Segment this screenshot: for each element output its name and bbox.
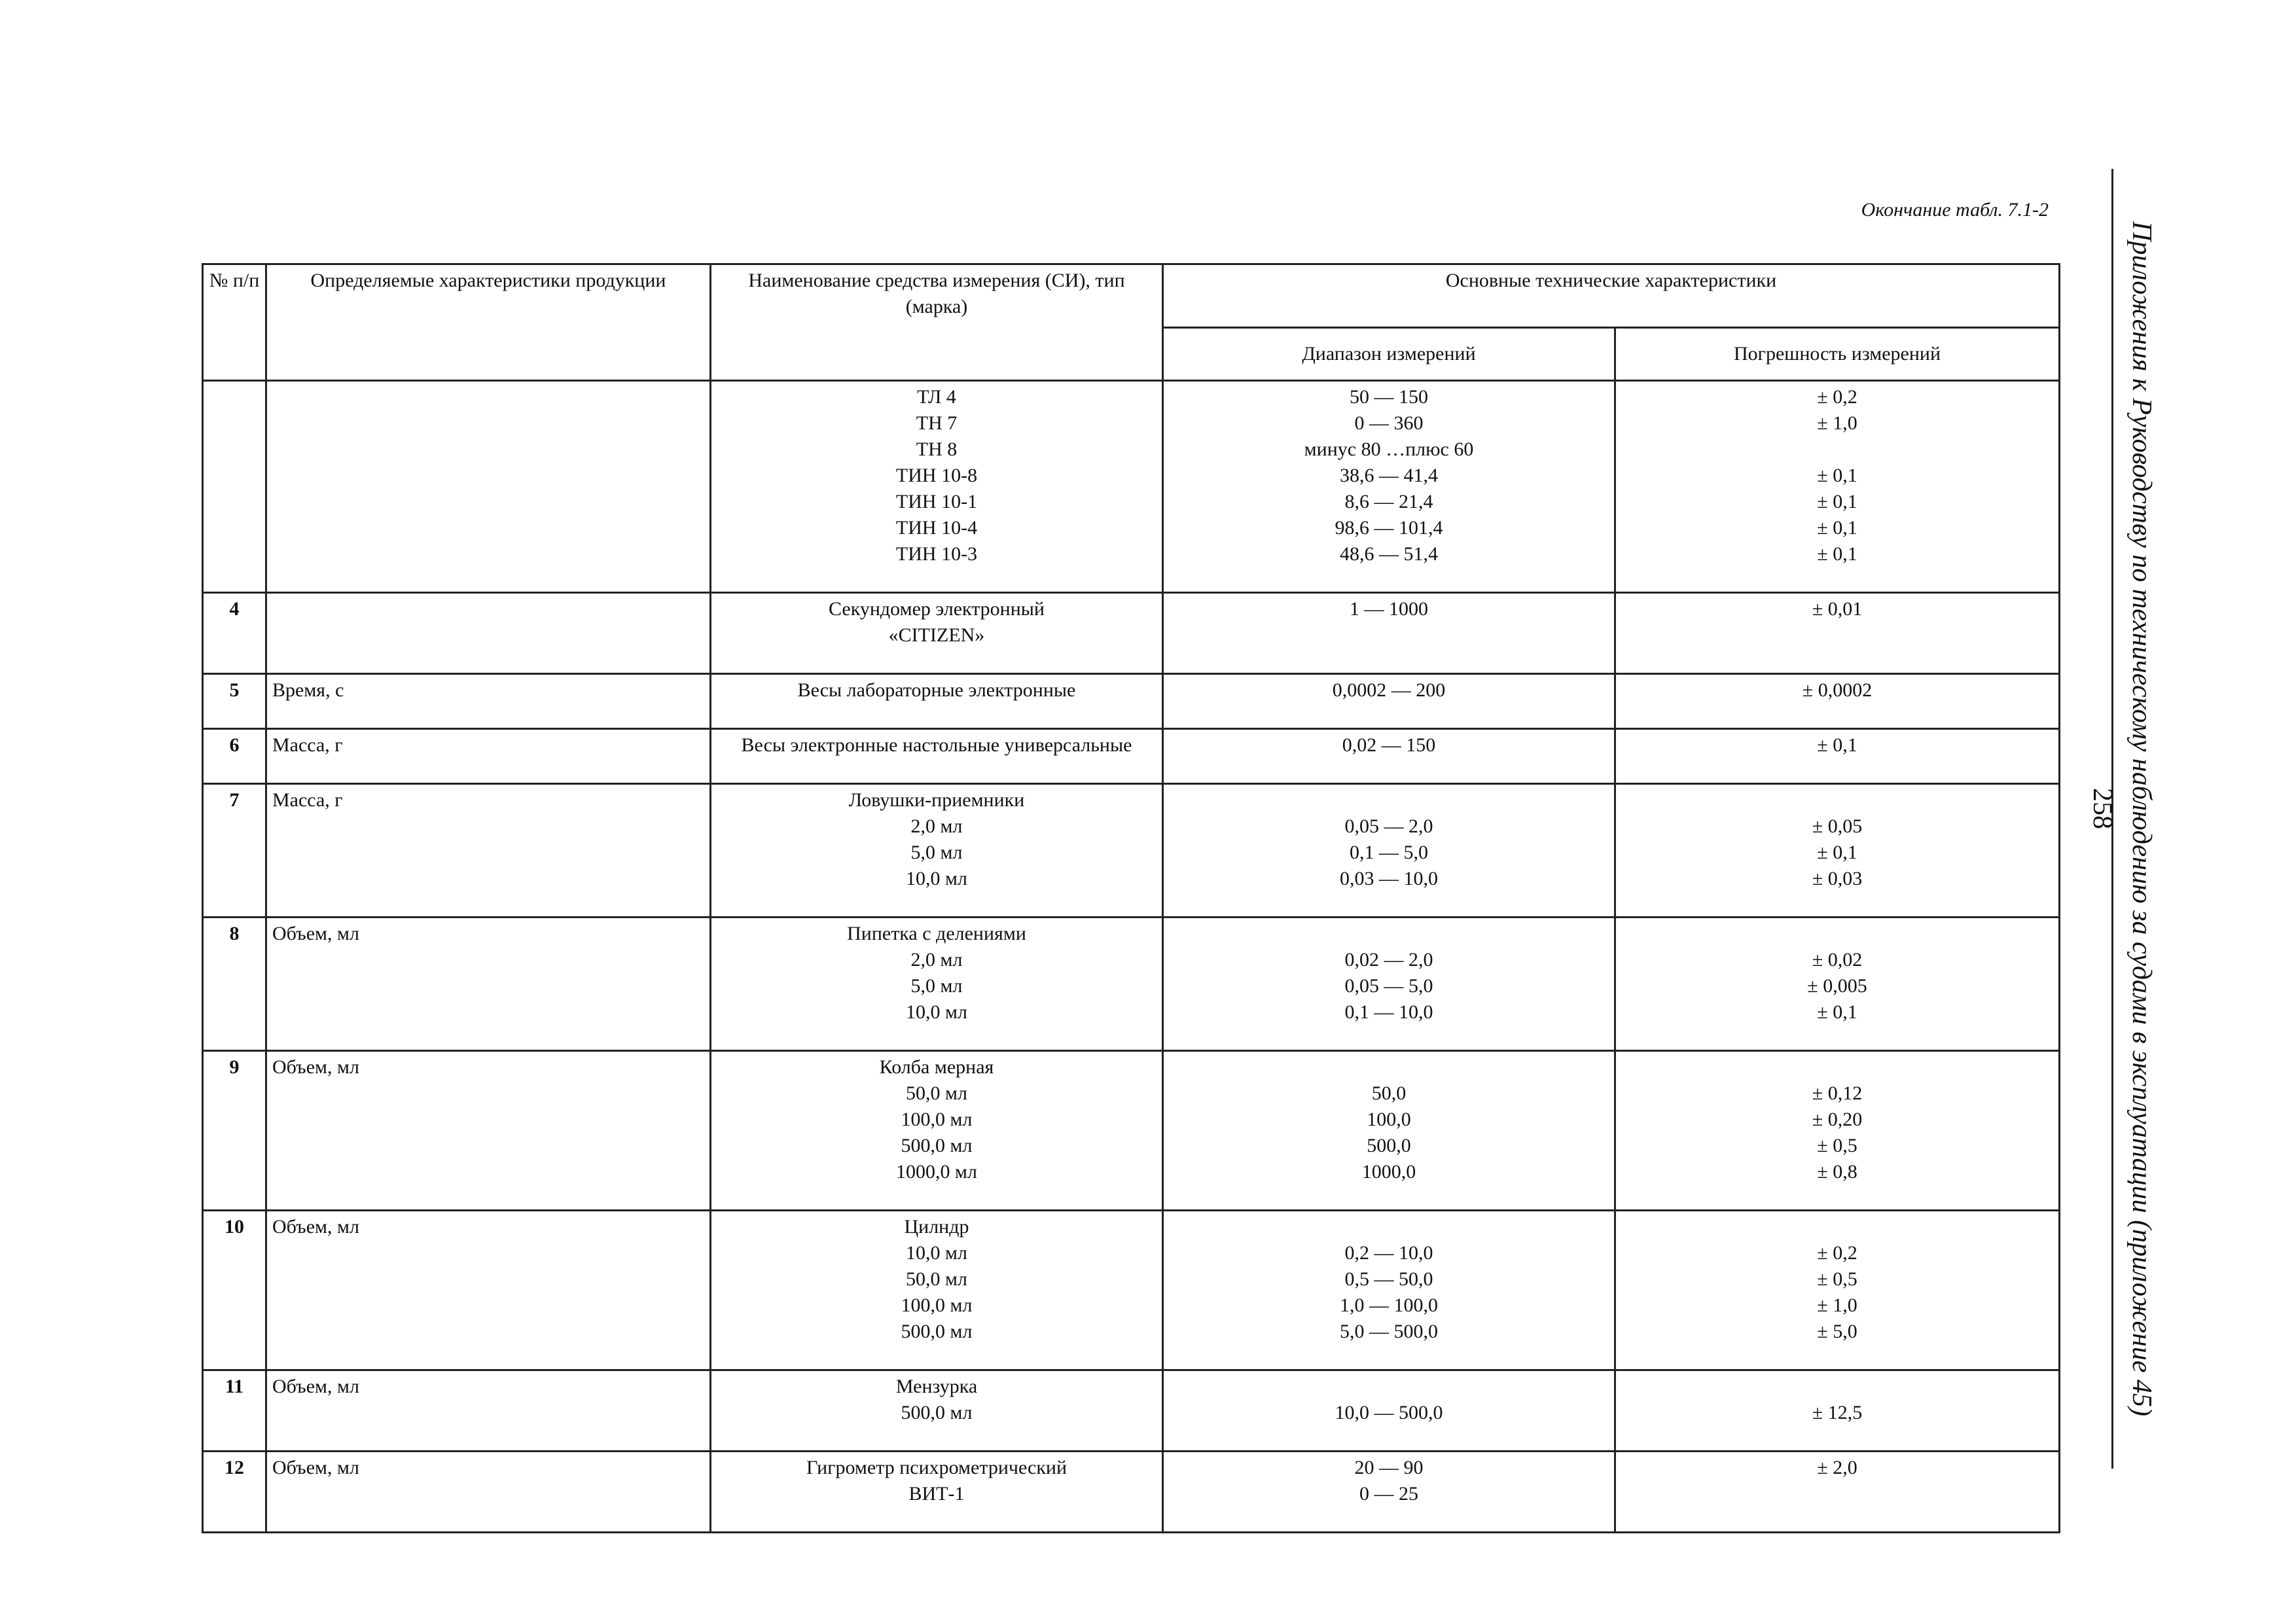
row-instrument-name-line: 10,0 мл <box>906 1242 967 1264</box>
row-measurement-range-line: 0 — 360 <box>1354 412 1424 434</box>
row-measurement-range-line: 0,1 — 10,0 <box>1344 1001 1433 1023</box>
header-range: Диапазон измерений <box>1163 328 1615 381</box>
row-number: 8 <box>203 918 266 1051</box>
row-measurement-error-line <box>1621 437 2053 463</box>
row-instrument-name-line: Ловушки-приемники <box>848 789 1025 811</box>
row-instrument-name <box>711 1211 1163 1370</box>
table-row <box>203 593 2060 674</box>
row-measurement-error-line: ± 0,03 <box>1812 868 1863 889</box>
row-measurement-range-line: 0,0002 — 200 <box>1332 679 1446 701</box>
row-instrument-name-line: Гигрометр психрометрический <box>806 1457 1067 1478</box>
row-measurement-error-line: ± 0,2 <box>1817 386 1857 408</box>
row-instrument-name <box>711 1051 1163 1211</box>
row-measurement-range-line: 0,02 — 150 <box>1342 734 1436 756</box>
row-instrument-name-line: ТИН 10-1 <box>895 491 978 512</box>
row-measurement-range-line <box>1169 787 1609 813</box>
row-characteristic: Объем, мл <box>266 1452 711 1533</box>
row-instrument-name-line: ТИН 10-8 <box>895 465 978 486</box>
row-measurement-error-line: ± 0,02 <box>1812 949 1863 971</box>
row-measurement-error-line: ± 0,1 <box>1817 734 1857 756</box>
row-measurement-error <box>1615 1211 2060 1370</box>
row-measurement-range <box>1163 1211 1615 1370</box>
row-measurement-error <box>1615 593 2060 674</box>
row-instrument-name-line: 50,0 мл <box>906 1268 967 1290</box>
row-instrument-name-line: Цилндр <box>904 1216 969 1238</box>
row-measurement-range-line: 0 — 25 <box>1359 1483 1418 1505</box>
row-measurement-range-line: 38,6 — 41,4 <box>1340 465 1438 486</box>
row-characteristic: Масса, г <box>266 729 711 784</box>
side-title-text: Приложения к Руководству по техническому наблюдению за судами в эксплуатации (приложение 45) <box>2126 221 2157 1416</box>
row-measurement-error-line: ± 0,1 <box>1817 491 1857 512</box>
row-measurement-range <box>1163 1051 1615 1211</box>
row-number: 7 <box>203 784 266 918</box>
row-measurement-error-line: ± 0,5 <box>1817 1135 1857 1156</box>
row-instrument-name <box>711 674 1163 729</box>
row-instrument-name <box>711 1452 1163 1533</box>
row-measurement-range <box>1163 1452 1615 1533</box>
row-measurement-range-line: 50 — 150 <box>1350 386 1428 408</box>
row-measurement-error <box>1615 729 2060 784</box>
row-characteristic: Объем, мл <box>266 918 711 1051</box>
row-instrument-name <box>711 918 1163 1051</box>
row-measurement-error-line: ± 0,12 <box>1812 1082 1863 1104</box>
row-instrument-name-line: 100,0 мл <box>901 1109 973 1130</box>
row-number: 11 <box>203 1370 266 1452</box>
row-number: 5 <box>203 674 266 729</box>
row-measurement-range-line: 98,6 — 101,4 <box>1335 517 1443 539</box>
row-measurement-error <box>1615 784 2060 918</box>
row-measurement-range <box>1163 381 1615 593</box>
row-number: 12 <box>203 1452 266 1533</box>
row-measurement-range-line: 100,0 <box>1367 1109 1411 1130</box>
row-measurement-error-line <box>1621 1374 2053 1400</box>
row-measurement-error-line: ± 0,05 <box>1812 815 1863 837</box>
row-measurement-error-line: ± 0,1 <box>1817 543 1857 565</box>
row-measurement-error <box>1615 674 2060 729</box>
row-measurement-error-line: ± 1,0 <box>1817 1294 1857 1316</box>
row-number: 10 <box>203 1211 266 1370</box>
row-measurement-range-line: 50,0 <box>1371 1082 1407 1104</box>
row-measurement-range-line: 0,1 — 5,0 <box>1350 842 1428 863</box>
row-characteristic: Объем, мл <box>266 1051 711 1211</box>
row-measurement-range-line: 48,6 — 51,4 <box>1340 543 1438 565</box>
row-instrument-name-line: Весы лабораторные электронные <box>797 679 1076 701</box>
row-instrument-name <box>711 784 1163 918</box>
table-body <box>203 381 2060 1533</box>
row-characteristic: Объем, мл <box>266 1211 711 1370</box>
row-number: 9 <box>203 1051 266 1211</box>
row-measurement-range-line <box>1169 921 1609 947</box>
row-measurement-error-line <box>1621 1214 2053 1240</box>
row-instrument-name-line: 500,0 мл <box>901 1135 973 1156</box>
table-row <box>203 784 2060 918</box>
row-measurement-range <box>1163 784 1615 918</box>
row-measurement-error <box>1615 1051 2060 1211</box>
header-specs: Основные технические характеристики <box>1163 264 2060 328</box>
row-measurement-error-line: ± 0,2 <box>1817 1242 1857 1264</box>
row-instrument-name-line: ТИН 10-3 <box>895 543 978 565</box>
row-instrument-name-line: 1000,0 мл <box>896 1161 977 1183</box>
row-measurement-error-line: ± 0,8 <box>1817 1161 1857 1183</box>
row-measurement-range-line: 1 — 1000 <box>1350 598 1428 620</box>
row-measurement-range-line: 0,2 — 10,0 <box>1344 1242 1433 1264</box>
row-measurement-error-line: ± 2,0 <box>1817 1457 1857 1478</box>
row-instrument-name-line: 50,0 мл <box>906 1082 967 1104</box>
row-measurement-error-line <box>1621 921 2053 947</box>
row-measurement-range-line: 0,05 — 5,0 <box>1344 975 1433 997</box>
row-measurement-range-line: 10,0 — 500,0 <box>1335 1402 1443 1423</box>
row-measurement-error-line <box>1621 787 2053 813</box>
row-measurement-range <box>1163 593 1615 674</box>
row-measurement-error-line <box>1621 1054 2053 1080</box>
measuring-instruments-table <box>202 263 2060 1533</box>
row-instrument-name-line: 5,0 мл <box>910 842 963 863</box>
row-instrument-name-line: ТИН 10-4 <box>895 517 978 539</box>
row-measurement-error-line: ± 0,1 <box>1817 517 1857 539</box>
row-instrument-name-line: ТН 8 <box>916 438 958 460</box>
row-instrument-name-line: ТН 7 <box>916 412 958 434</box>
row-instrument-name-line: ВИТ-1 <box>908 1483 965 1505</box>
row-measurement-range-line: минус 80 …плюс 60 <box>1304 438 1474 460</box>
row-measurement-error-line: ± 0,1 <box>1817 1001 1857 1023</box>
row-measurement-error-line: ± 0,1 <box>1817 465 1857 486</box>
row-instrument-name-line: 100,0 мл <box>901 1294 973 1316</box>
row-measurement-error-line: ± 0,5 <box>1817 1268 1857 1290</box>
side-running-title <box>2111 169 2210 1469</box>
table-row <box>203 918 2060 1051</box>
header-error: Погрешность измерений <box>1615 328 2060 381</box>
page-number: 258 <box>2087 788 2117 829</box>
row-instrument-name-line: «CITIZEN» <box>888 624 985 646</box>
row-number: 4 <box>203 593 266 674</box>
row-number: 6 <box>203 729 266 784</box>
row-measurement-range <box>1163 674 1615 729</box>
table-row <box>203 729 2060 784</box>
row-measurement-error <box>1615 381 2060 593</box>
row-instrument-name-line: Весы электронные настольные универсальные <box>741 734 1132 756</box>
row-instrument-name-line: ТЛ 4 <box>917 386 956 408</box>
row-measurement-range-line: 500,0 <box>1367 1135 1411 1156</box>
row-number <box>203 381 266 593</box>
table-row <box>203 1051 2060 1211</box>
row-instrument-name <box>711 381 1163 593</box>
row-instrument-name-line: 500,0 мл <box>901 1321 973 1342</box>
row-measurement-range-line: 20 — 90 <box>1354 1457 1424 1478</box>
row-measurement-range <box>1163 1370 1615 1452</box>
row-measurement-error-line: ± 0,1 <box>1817 842 1857 863</box>
table-continuation-caption: Окончание табл. 7.1-2 <box>1861 199 2049 221</box>
row-measurement-error <box>1615 918 2060 1051</box>
header-instrument: Наименование средства измерения (СИ), тип (марка) <box>711 264 1163 381</box>
row-characteristic <box>266 593 711 674</box>
row-measurement-range-line: 8,6 — 21,4 <box>1344 491 1433 512</box>
header-num: № п/п <box>203 264 266 381</box>
row-instrument-name-line: 2,0 мл <box>910 815 963 837</box>
row-measurement-range <box>1163 918 1615 1051</box>
row-measurement-error-line: ± 0,01 <box>1812 598 1863 620</box>
table-row <box>203 1452 2060 1533</box>
row-measurement-error <box>1615 1452 2060 1533</box>
row-characteristic: Объем, мл <box>266 1370 711 1452</box>
table-row <box>203 1370 2060 1452</box>
row-measurement-range-line: 1000,0 <box>1361 1161 1416 1183</box>
row-measurement-error-line: ± 0,20 <box>1812 1109 1863 1130</box>
row-instrument-name <box>711 1370 1163 1452</box>
table-row <box>203 381 2060 593</box>
row-measurement-error-line: ± 5,0 <box>1817 1321 1857 1342</box>
row-measurement-range-line: 0,5 — 50,0 <box>1344 1268 1433 1290</box>
row-characteristic <box>266 381 711 593</box>
row-measurement-range-line: 0,02 — 2,0 <box>1344 949 1433 971</box>
row-measurement-range-line: 5,0 — 500,0 <box>1340 1321 1438 1342</box>
row-measurement-range-line: 1,0 — 100,0 <box>1340 1294 1438 1316</box>
row-instrument-name-line: 5,0 мл <box>910 975 963 997</box>
table-row <box>203 674 2060 729</box>
header-characteristics: Определяемые характеристики продукции <box>266 264 711 381</box>
row-measurement-range-line <box>1169 1374 1609 1400</box>
row-instrument-name-line: Колба мерная <box>879 1056 994 1078</box>
row-characteristic: Масса, г <box>266 784 711 918</box>
row-instrument-name-line: Пипетка с делениями <box>847 923 1026 944</box>
row-measurement-range-line: 0,03 — 10,0 <box>1340 868 1438 889</box>
row-instrument-name-line: 2,0 мл <box>910 949 963 971</box>
row-measurement-error-line: ± 1,0 <box>1817 412 1857 434</box>
row-instrument-name <box>711 729 1163 784</box>
row-instrument-name <box>711 593 1163 674</box>
row-measurement-range-line <box>1169 1054 1609 1080</box>
row-instrument-name-line: Мензурка <box>895 1376 978 1397</box>
row-measurement-error-line: ± 0,0002 <box>1802 679 1873 701</box>
table-row <box>203 1211 2060 1370</box>
row-instrument-name-line: 10,0 мл <box>906 1001 967 1023</box>
row-instrument-name-line: 500,0 мл <box>901 1402 973 1423</box>
row-measurement-error-line: ± 0,005 <box>1807 975 1867 997</box>
row-measurement-range <box>1163 729 1615 784</box>
row-measurement-range-line <box>1169 1214 1609 1240</box>
row-instrument-name-line: 10,0 мл <box>906 868 967 889</box>
row-measurement-error-line: ± 12,5 <box>1812 1402 1863 1423</box>
row-measurement-error <box>1615 1370 2060 1452</box>
row-measurement-range-line: 0,05 — 2,0 <box>1344 815 1433 837</box>
row-characteristic: Время, с <box>266 674 711 729</box>
row-instrument-name-line: Секундомер электронный <box>829 598 1045 620</box>
